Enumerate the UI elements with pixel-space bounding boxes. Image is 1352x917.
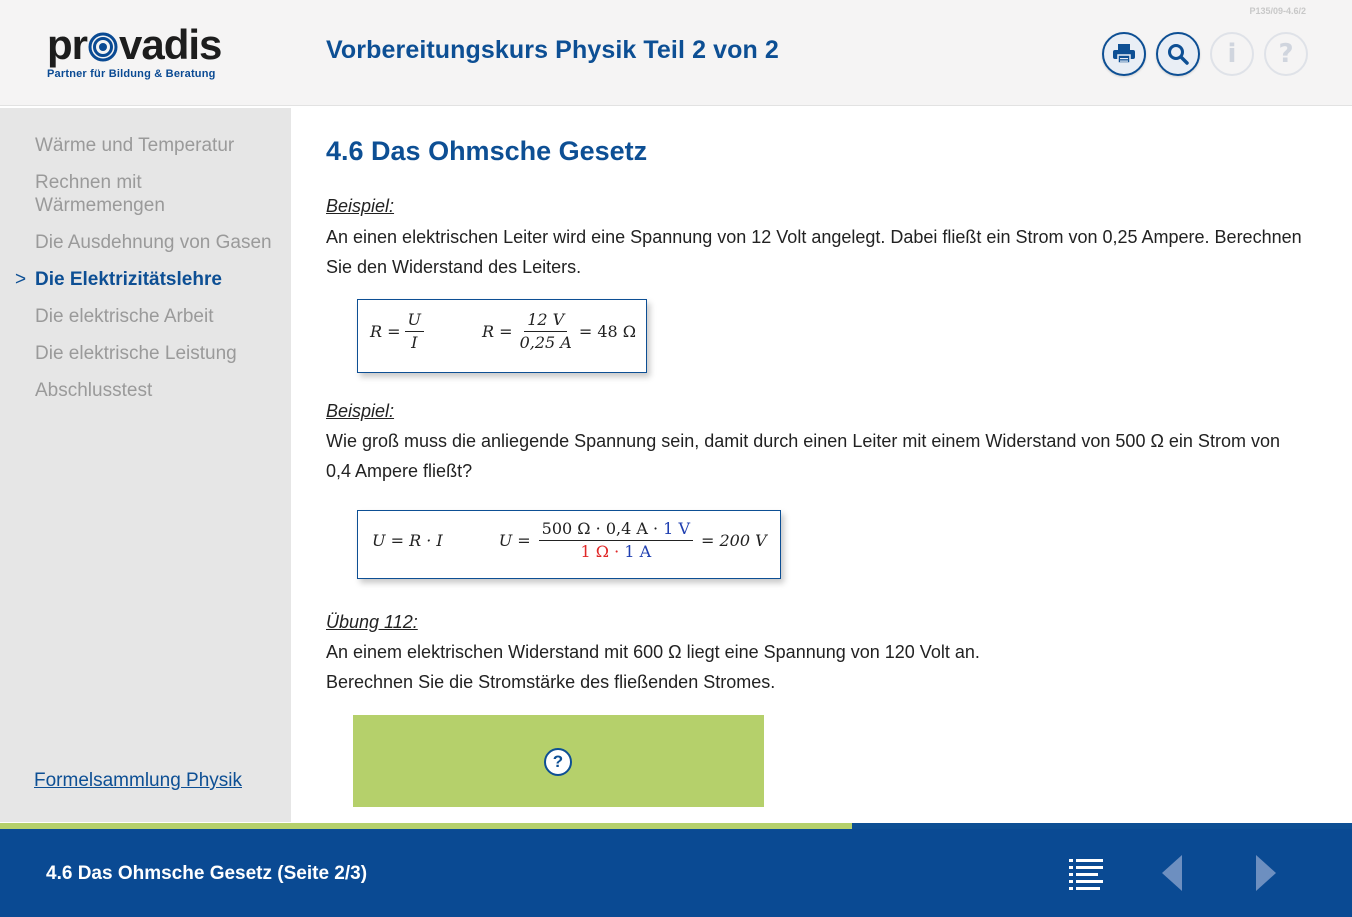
example-text: An einen elektrischen Leiter wird eine Spannung von 12 Volt angelegt. Dabei fließt ein Strom von 0,25 Ampere. Berechnen Sie den Widerstand des Leiters.	[326, 227, 1302, 277]
fraction-numerator: U	[405, 311, 424, 332]
formula-lhs: R =	[482, 322, 513, 341]
question-mark-icon: ?	[544, 748, 572, 776]
formula-result: = 200 V	[701, 531, 767, 550]
sidebar-item-waerme-und-temperatur[interactable]	[35, 134, 275, 157]
sidebar-item-label: Die elektrische Leistung	[35, 343, 237, 364]
formula-box-resistance	[357, 299, 647, 373]
arrow-right-icon	[1254, 855, 1276, 891]
search-icon	[1167, 43, 1189, 65]
print-button[interactable]	[1102, 32, 1146, 76]
formula-lhs: R =	[370, 322, 401, 341]
exercise-label: Übung 112:	[326, 612, 418, 632]
sidebar	[0, 108, 291, 822]
fraction-denominator	[578, 541, 655, 561]
formula-box-voltage	[357, 510, 781, 579]
fraction-denominator: I	[411, 333, 418, 352]
info-button[interactable]	[1210, 32, 1254, 76]
sidebar-item-label: Die Elektrizitätslehre	[35, 269, 222, 290]
provadis-logo	[47, 21, 237, 88]
formula-fraction	[517, 311, 575, 352]
sidebar-item-label: Rechnen mit Wärmemengen	[35, 172, 165, 216]
header	[0, 0, 1352, 106]
denominator-unit-ohm: 1 Ω	[580, 542, 610, 561]
formula-lhs: U =	[498, 531, 531, 550]
logo-swirl-icon	[88, 32, 118, 62]
page-title: 4.6 Das Ohmsche Gesetz	[326, 136, 648, 166]
sidebar-nav	[15, 134, 275, 416]
example-text: Wie groß muss die anliegende Spannung sein, damit durch einen Leiter mit einem Widerstand von 500 Ω ein Strom von 0,4 Ampere fließt?	[326, 431, 1280, 481]
document-code: P135/09-4.6/2	[1249, 6, 1306, 16]
example-label: Beispiel:	[326, 196, 395, 216]
exercise-text-line2: Berechnen Sie die Stromstärke des fließenden Stromes.	[326, 672, 776, 692]
sidebar-item-elektrische-leistung[interactable]	[35, 342, 275, 365]
sidebar-item-label: Wärme und Temperatur	[35, 135, 235, 156]
example-label: Beispiel:	[326, 401, 395, 421]
course-title: Vorbereitungskurs Physik Teil 2 von 2	[326, 36, 779, 64]
info-icon: i	[1227, 39, 1237, 69]
formula-collection-link[interactable]: Formelsammlung Physik	[34, 770, 242, 791]
logo-wordmark: pr vadis	[47, 21, 222, 68]
formula-fraction	[539, 520, 693, 561]
sidebar-item-ausdehnung-von-gasen[interactable]	[35, 231, 275, 254]
sidebar-item-elektrizitaetslehre[interactable]	[15, 268, 275, 291]
sidebar-item-rechnen-mit-waermemengen[interactable]	[35, 171, 275, 217]
search-button[interactable]	[1156, 32, 1200, 76]
formula-result: = 48 Ω	[578, 322, 637, 341]
sidebar-item-label: Abschlusstest	[35, 380, 153, 401]
table-of-contents-button[interactable]	[1069, 858, 1103, 895]
logo-tagline: Partner für Bildung & Beratung	[47, 68, 216, 80]
fraction-denominator: 0,25 A	[519, 333, 572, 352]
arrow-left-icon	[1162, 855, 1184, 891]
chevron-right-icon: >	[15, 269, 27, 290]
previous-page-button[interactable]	[1162, 855, 1184, 896]
denominator-unit-ampere: 1 A	[624, 542, 652, 561]
formula-fraction	[405, 311, 424, 352]
numerator-unit: 1 V	[663, 519, 690, 538]
main-content	[326, 108, 1316, 822]
fraction-numerator: 12 V	[524, 311, 567, 332]
exercise-text-line1: An einem elektrischen Widerstand mit 600 Ω liegt eine Spannung von 120 Volt an.	[326, 642, 980, 662]
sidebar-item-label: Die Ausdehnung von Gasen	[35, 232, 272, 253]
printer-icon	[1113, 44, 1135, 64]
sidebar-item-abschlusstest[interactable]	[35, 379, 275, 402]
show-solution-button[interactable]	[353, 715, 764, 807]
fraction-numerator	[539, 520, 693, 541]
formula-equation: U = R · I	[372, 531, 443, 550]
help-icon: ?	[1278, 39, 1294, 69]
footer-page-title: 4.6 Das Ohmsche Gesetz (Seite 2/3)	[46, 863, 368, 884]
help-button[interactable]	[1264, 32, 1308, 76]
numerator-text: 500 Ω · 0,4 A ·	[541, 519, 664, 538]
footer	[0, 829, 1352, 917]
sidebar-item-elektrische-arbeit[interactable]	[35, 305, 275, 328]
next-page-button[interactable]	[1254, 855, 1276, 896]
sidebar-item-label: Die elektrische Arbeit	[35, 306, 214, 327]
list-icon	[1069, 858, 1103, 890]
denominator-dot: ·	[614, 542, 625, 561]
